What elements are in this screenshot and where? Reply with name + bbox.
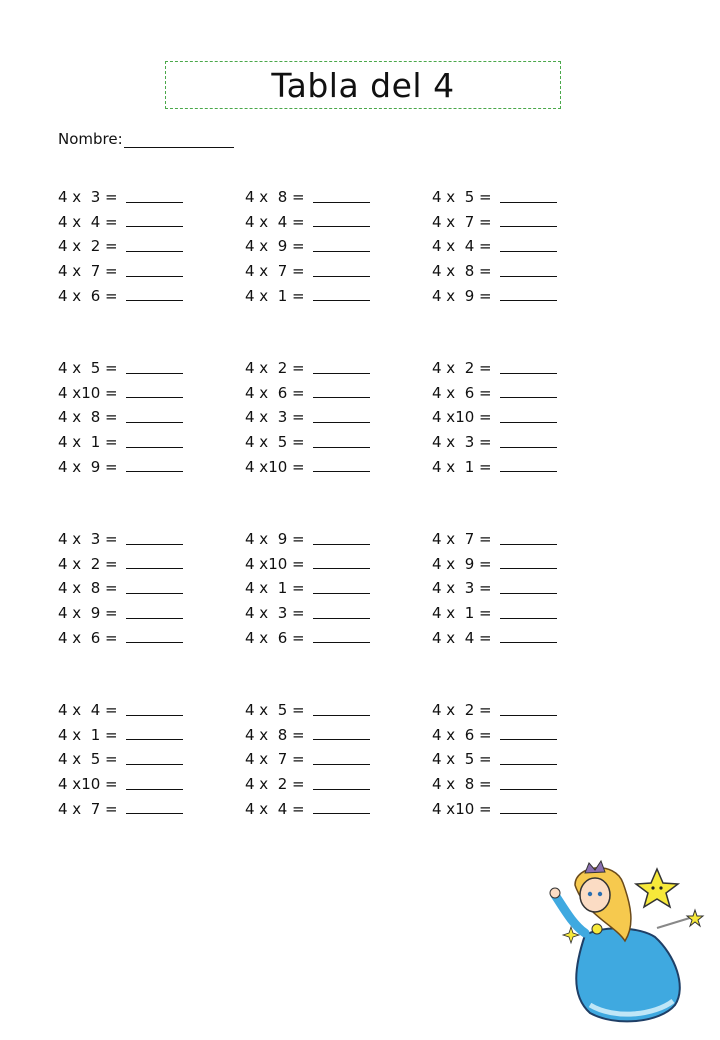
- multiplication-question: 4 x 8 =: [432, 775, 492, 794]
- exercise-row: [432, 210, 582, 235]
- multiplication-question: 4 x 9 =: [432, 554, 492, 573]
- exercise-row: [58, 698, 208, 723]
- multiplication-question: 4 x 8 =: [245, 188, 305, 207]
- answer-blank[interactable]: [313, 534, 370, 545]
- exercise-row: [58, 454, 208, 479]
- answer-blank[interactable]: [126, 266, 183, 277]
- multiplication-question: 4 x 5 =: [245, 433, 305, 452]
- exercise-row: [432, 601, 582, 626]
- exercise-row: [245, 527, 395, 552]
- multiplication-question: 4 x 6 =: [432, 725, 492, 744]
- answer-blank[interactable]: [500, 266, 557, 277]
- exercise-row: [245, 454, 395, 479]
- answer-blank[interactable]: [126, 437, 183, 448]
- answer-blank[interactable]: [500, 754, 557, 765]
- exercise-row: [245, 356, 395, 381]
- multiplication-question: 4 x 8 =: [432, 262, 492, 281]
- multiplication-question: 4 x 4 =: [432, 237, 492, 256]
- multiplication-question: 4 x 1 =: [245, 579, 305, 598]
- multiplication-question: 4 x10 =: [432, 408, 492, 427]
- multiplication-question: 4 x 1 =: [432, 604, 492, 623]
- exercise-row: [245, 210, 395, 235]
- multiplication-question: 4 x 9 =: [58, 604, 118, 623]
- answer-blank[interactable]: [500, 363, 557, 374]
- exercise-row: [58, 381, 208, 406]
- multiplication-question: 4 x 9 =: [58, 457, 118, 476]
- exercise-row: [58, 552, 208, 577]
- exercise-row: [245, 601, 395, 626]
- exercise-column: [245, 698, 395, 821]
- name-field[interactable]: [124, 133, 234, 148]
- answer-blank[interactable]: [126, 705, 183, 716]
- multiplication-question: 4 x 7 =: [58, 799, 118, 818]
- answer-blank[interactable]: [313, 729, 370, 740]
- answer-blank[interactable]: [500, 779, 557, 790]
- exercise-row: [245, 552, 395, 577]
- answer-blank[interactable]: [126, 803, 183, 814]
- exercise-row: [245, 723, 395, 748]
- exercise-row: [432, 747, 582, 772]
- exercise-column: [245, 185, 395, 308]
- answer-blank[interactable]: [126, 461, 183, 472]
- exercise-row: [58, 210, 208, 235]
- answer-blank[interactable]: [500, 534, 557, 545]
- exercise-column: [58, 527, 208, 650]
- exercise-column: [432, 698, 582, 821]
- exercise-row: [432, 527, 582, 552]
- page-title: Tabla del 4: [271, 65, 455, 105]
- answer-blank[interactable]: [313, 558, 370, 569]
- multiplication-question: 4 x 8 =: [58, 408, 118, 427]
- answer-blank[interactable]: [313, 412, 370, 423]
- multiplication-question: 4 x 1 =: [432, 457, 492, 476]
- answer-blank[interactable]: [313, 803, 370, 814]
- exercise-row: [432, 185, 582, 210]
- exercise-column: [432, 185, 582, 308]
- exercise-row: [58, 283, 208, 308]
- answer-blank[interactable]: [126, 387, 183, 398]
- answer-blank[interactable]: [500, 461, 557, 472]
- exercise-column: [245, 527, 395, 650]
- answer-blank[interactable]: [500, 192, 557, 203]
- answer-blank[interactable]: [126, 779, 183, 790]
- answer-blank[interactable]: [313, 363, 370, 374]
- answer-blank[interactable]: [126, 729, 183, 740]
- exercise-column: [58, 185, 208, 308]
- exercise-row: [58, 234, 208, 259]
- answer-blank[interactable]: [500, 290, 557, 301]
- multiplication-question: 4 x 6 =: [245, 628, 305, 647]
- answer-blank[interactable]: [126, 241, 183, 252]
- exercise-row: [432, 405, 582, 430]
- answer-blank[interactable]: [500, 632, 557, 643]
- exercise-row: [245, 234, 395, 259]
- exercise-row: [432, 234, 582, 259]
- multiplication-question: 4 x 6 =: [58, 628, 118, 647]
- exercise-row: [245, 259, 395, 284]
- answer-blank[interactable]: [313, 387, 370, 398]
- exercise-row: [245, 796, 395, 821]
- answer-blank[interactable]: [126, 290, 183, 301]
- multiplication-question: 4 x 7 =: [245, 262, 305, 281]
- answer-blank[interactable]: [313, 705, 370, 716]
- answer-blank[interactable]: [313, 461, 370, 472]
- exercise-row: [432, 625, 582, 650]
- answer-blank[interactable]: [126, 583, 183, 594]
- multiplication-question: 4 x 3 =: [245, 604, 305, 623]
- answer-blank[interactable]: [313, 290, 370, 301]
- exercise-row: [245, 625, 395, 650]
- answer-blank[interactable]: [126, 216, 183, 227]
- answer-blank[interactable]: [500, 387, 557, 398]
- exercise-row: [58, 723, 208, 748]
- exercise-row: [432, 283, 582, 308]
- exercise-row: [432, 259, 582, 284]
- answer-blank[interactable]: [313, 241, 370, 252]
- multiplication-question: 4 x 2 =: [432, 359, 492, 378]
- exercise-row: [245, 405, 395, 430]
- exercise-column: [58, 356, 208, 479]
- answer-blank[interactable]: [126, 412, 183, 423]
- answer-blank[interactable]: [313, 583, 370, 594]
- exercise-row: [58, 405, 208, 430]
- exercise-column: [432, 356, 582, 479]
- multiplication-question: 4 x 8 =: [58, 579, 118, 598]
- princess-with-star-icon: [545, 855, 710, 1025]
- multiplication-question: 4 x 4 =: [58, 701, 118, 720]
- exercise-row: [58, 601, 208, 626]
- answer-blank[interactable]: [313, 632, 370, 643]
- answer-blank[interactable]: [126, 534, 183, 545]
- exercise-row: [432, 723, 582, 748]
- multiplication-question: 4 x 7 =: [432, 530, 492, 549]
- exercise-row: [58, 185, 208, 210]
- multiplication-question: 4 x 2 =: [245, 775, 305, 794]
- exercise-row: [432, 381, 582, 406]
- multiplication-question: 4 x 7 =: [245, 750, 305, 769]
- multiplication-question: 4 x 8 =: [245, 725, 305, 744]
- exercise-row: [58, 625, 208, 650]
- answer-blank[interactable]: [313, 608, 370, 619]
- multiplication-question: 4 x 5 =: [58, 750, 118, 769]
- multiplication-question: 4 x 9 =: [245, 237, 305, 256]
- multiplication-question: 4 x 9 =: [245, 530, 305, 549]
- multiplication-question: 4 x 6 =: [245, 383, 305, 402]
- answer-blank[interactable]: [126, 754, 183, 765]
- answer-blank[interactable]: [500, 241, 557, 252]
- exercise-row: [245, 381, 395, 406]
- exercise-row: [245, 430, 395, 455]
- multiplication-question: 4 x10 =: [432, 799, 492, 818]
- exercise-row: [58, 772, 208, 797]
- exercise-row: [432, 356, 582, 381]
- answer-blank[interactable]: [126, 363, 183, 374]
- answer-blank[interactable]: [126, 608, 183, 619]
- multiplication-question: 4 x 4 =: [432, 628, 492, 647]
- answer-blank[interactable]: [500, 705, 557, 716]
- answer-blank[interactable]: [313, 437, 370, 448]
- exercise-row: [245, 698, 395, 723]
- exercise-row: [58, 356, 208, 381]
- multiplication-question: 4 x 4 =: [245, 212, 305, 231]
- multiplication-question: 4 x 2 =: [245, 359, 305, 378]
- answer-blank[interactable]: [500, 216, 557, 227]
- exercise-row: [245, 772, 395, 797]
- answer-blank[interactable]: [126, 632, 183, 643]
- answer-blank[interactable]: [126, 192, 183, 203]
- multiplication-question: 4 x 6 =: [58, 286, 118, 305]
- exercise-row: [58, 576, 208, 601]
- answer-blank[interactable]: [500, 412, 557, 423]
- answer-blank[interactable]: [500, 437, 557, 448]
- exercise-row: [432, 552, 582, 577]
- multiplication-question: 4 x 5 =: [432, 188, 492, 207]
- multiplication-question: 4 x10 =: [58, 775, 118, 794]
- multiplication-question: 4 x 2 =: [58, 237, 118, 256]
- multiplication-question: 4 x 3 =: [245, 408, 305, 427]
- answer-blank[interactable]: [313, 192, 370, 203]
- answer-blank[interactable]: [313, 754, 370, 765]
- answer-blank[interactable]: [313, 779, 370, 790]
- multiplication-question: 4 x 7 =: [58, 262, 118, 281]
- multiplication-question: 4 x 7 =: [432, 212, 492, 231]
- answer-blank[interactable]: [313, 216, 370, 227]
- multiplication-question: 4 x10 =: [245, 457, 305, 476]
- multiplication-question: 4 x 5 =: [432, 750, 492, 769]
- multiplication-question: 4 x 2 =: [432, 701, 492, 720]
- multiplication-question: 4 x 1 =: [58, 725, 118, 744]
- multiplication-question: 4 x 1 =: [245, 286, 305, 305]
- title-box: [165, 61, 561, 109]
- exercise-row: [245, 576, 395, 601]
- multiplication-question: 4 x 4 =: [58, 212, 118, 231]
- answer-blank[interactable]: [500, 729, 557, 740]
- exercise-row: [58, 796, 208, 821]
- exercise-row: [432, 454, 582, 479]
- multiplication-question: 4 x 5 =: [245, 701, 305, 720]
- exercise-row: [245, 747, 395, 772]
- exercise-row: [245, 185, 395, 210]
- exercise-row: [245, 283, 395, 308]
- answer-blank[interactable]: [500, 608, 557, 619]
- exercise-column: [245, 356, 395, 479]
- multiplication-question: 4 x 9 =: [432, 286, 492, 305]
- exercise-row: [432, 430, 582, 455]
- multiplication-question: 4 x10 =: [245, 554, 305, 573]
- multiplication-question: 4 x 3 =: [58, 188, 118, 207]
- name-row: [58, 130, 234, 148]
- exercise-row: [432, 698, 582, 723]
- exercise-column: [58, 698, 208, 821]
- multiplication-question: 4 x 3 =: [432, 433, 492, 452]
- exercise-column: [432, 527, 582, 650]
- exercise-row: [58, 259, 208, 284]
- multiplication-question: 4 x 4 =: [245, 799, 305, 818]
- exercise-row: [58, 430, 208, 455]
- exercise-row: [432, 576, 582, 601]
- exercise-row: [432, 796, 582, 821]
- multiplication-question: 4 x10 =: [58, 383, 118, 402]
- multiplication-question: 4 x 3 =: [58, 530, 118, 549]
- exercise-row: [58, 747, 208, 772]
- multiplication-question: 4 x 3 =: [432, 579, 492, 598]
- answer-blank[interactable]: [126, 558, 183, 569]
- multiplication-question: 4 x 1 =: [58, 433, 118, 452]
- multiplication-question: 4 x 6 =: [432, 383, 492, 402]
- answer-blank[interactable]: [500, 558, 557, 569]
- exercise-row: [58, 527, 208, 552]
- exercise-row: [432, 772, 582, 797]
- answer-blank[interactable]: [313, 266, 370, 277]
- multiplication-question: 4 x 5 =: [58, 359, 118, 378]
- name-label: Nombre:: [58, 130, 123, 148]
- answer-blank[interactable]: [500, 803, 557, 814]
- multiplication-question: 4 x 2 =: [58, 554, 118, 573]
- answer-blank[interactable]: [500, 583, 557, 594]
